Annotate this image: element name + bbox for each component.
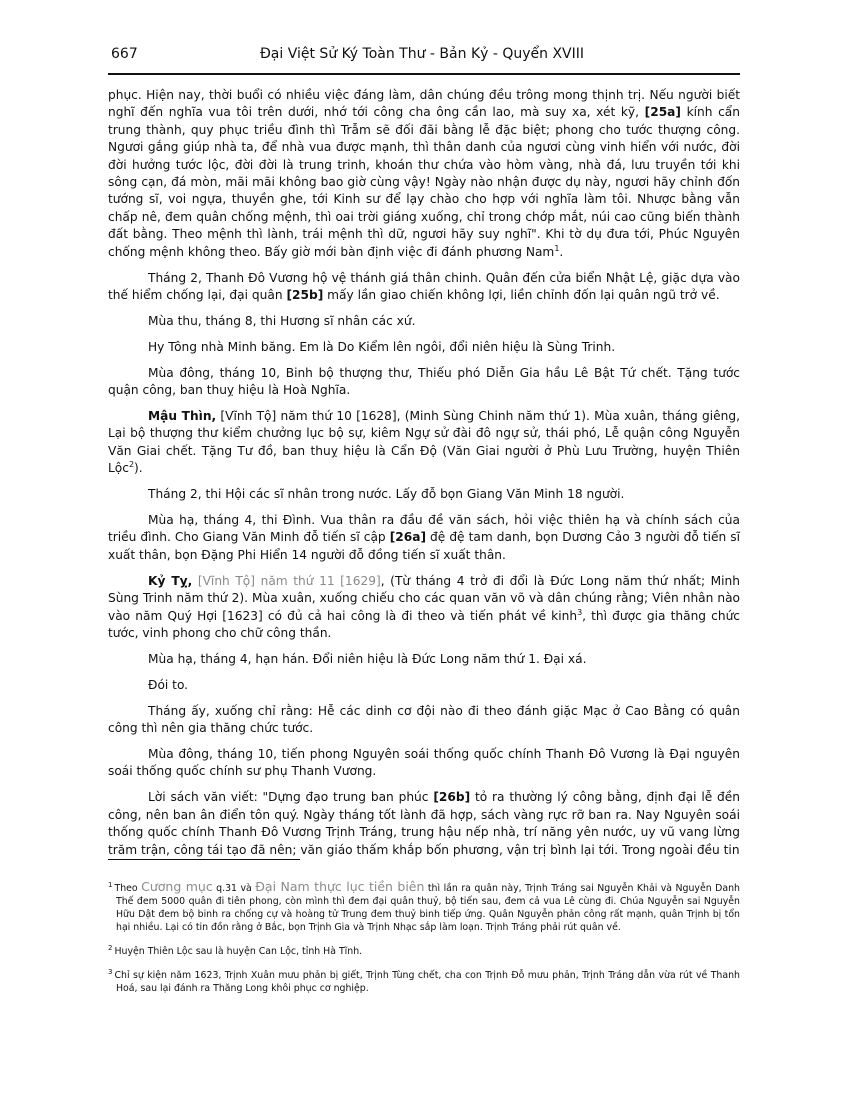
footnote-text: q.31 và: [212, 883, 256, 894]
paragraph: [108, 270, 740, 305]
footnotes: [108, 880, 740, 1006]
text-segment: [Vĩnh Tộ] năm thứ 10 [1628], (Minh Sùng Chinh năm thứ 1). Mùa xuân, tháng giêng, Lại bộ thượng thư kiểm chưởng lục bộ sự, kiêm Ngự sử đài đô ngự sử, thái phó, Lễ quận công Nguyễn Văn Giai chết. Tặng Tư đồ, ban thuỵ hiệu là Cẩn Độ (Văn Giai người ở Phù Lưu Trường, huyện Thiên Lộc: [108, 409, 740, 476]
text-segment: tỏ ra thường lý công bằng, định đại lễ đền công, nên ban ân điển tôn quý. Ngày tháng tốt lành đã hợp, sách vàng rực rỡ ban ra. Nay Nguyên soái thống quốc chính Thanh Đô Vương Trịnh Tráng, trung hậu nếp nhà, trí năng yên nước, uy vũ vang lừng trăm trận, công tái tạo đã nên; văn giáo thấm khắp bốn phương, vận trị bình lại tới. Trong ngoài đều tin: [108, 790, 740, 857]
paragraph: [108, 486, 740, 503]
paragraph: [108, 365, 740, 400]
footnote-text: Theo: [114, 883, 142, 894]
running-title: Đại Việt Sử Ký Toàn Thư - Bản Kỷ - Quyển XVIII: [259, 46, 585, 62]
text-segment: Đói to.: [148, 677, 189, 692]
bold-text: [26a]: [389, 530, 427, 545]
body-text: [108, 87, 740, 867]
footnote-reference: 1: [554, 243, 560, 253]
footnote-separator: [108, 859, 300, 860]
text-segment: đệ đệ tam danh, bọn Dương Cảo 3 người đỗ tiến sĩ xuất thân, bọn Đặng Phi Hiển 14 người đỗ đồng tiến sĩ xuất thân.: [108, 530, 740, 562]
source-title: Đại Nam thực lục tiền biên: [255, 879, 425, 894]
footnote-text: Chỉ sự kiện năm 1623, Trịnh Xuân mưu phản bị giết, Trịnh Tùng chết, cha con Trịnh Đỗ mưu phản, Trịnh Tráng dẫn vừa rút về Thanh Hoá, sau lại đánh ra Thăng Long khôi phục cơ nghiệp.: [114, 970, 740, 994]
text-segment: Tháng 2, Thanh Đô Vương hộ vệ thánh giá thân chinh. Quân đến cửa biển Nhật Lệ, giặc dựa vào thế hiểm chống lại, đại quân: [108, 270, 740, 302]
bold-text: [25b]: [286, 287, 324, 302]
bold-text: [25a]: [644, 105, 681, 120]
text-segment: Tháng ấy, xuống chỉ rằng: Hễ các dinh cơ đội nào đi theo đánh giặc Mạc ở Cao Bằng có quân công thì nên gia thăng chức tước.: [108, 703, 740, 736]
paragraph: [108, 746, 740, 781]
text-segment: Mùa hạ, tháng 4, thi Đình. Vua thân ra đầu đề văn sách, hỏi việc thiên hạ và chính sách của triều đình. Cho Giang Văn Minh đỗ tiến sĩ cập: [108, 513, 740, 545]
text-segment: Hy Tông nhà Minh băng. Em là Do Kiểm lên ngôi, đổi niên hiệu là Sùng Trinh.: [148, 339, 616, 354]
paragraph: [108, 789, 740, 859]
text-segment: Mùa đông, tháng 10, Binh bộ thượng thư, Thiếu phó Diễn Gia hầu Lê Bật Tứ chết. Tặng tước quận công, ban thuỵ hiệu là Hoà Nghĩa.: [108, 365, 740, 398]
paragraph: [108, 512, 740, 564]
footnote-text: Huyện Thiên Lộc sau là huyện Can Lộc, tỉnh Hà Tĩnh.: [114, 946, 363, 957]
footnote-text: thì lần ra quân này, Trịnh Tráng sai Nguyễn Khải và Nguyễn Danh Thế đem 5000 quân đi tiên phong, còn mình thì đem đại quân thuỷ, bộ tiến sau, đem cả vua Lê cùng đi. Chúa Nguyễn sai Nguyễn Hữu Dật đem bộ binh ra chống cự và hoàng tử Trung đem thuỷ binh tiếp ứng. Quân Nguyễn phản công rất mạnh, quân Trịnh bị tổn hại nhiều. Lại có tin đồn rằng ở Bắc, bọn Trịnh Gia và Trịnh Nhạc sắp làm loạn. Trịnh Tráng phải rút quân về.: [116, 883, 740, 933]
text-segment: phục. Hiện nay, thời buổi có nhiều việc đáng làm, dân chúng đều trông mong thịnh trị. Nếu người biết nghĩ đến nghĩa vua tôi trên dưới, nhớ tới công cha ông cần lao, mà suy xa, xét kỹ,: [108, 88, 740, 120]
footnote: [108, 945, 740, 958]
footnote-mark: 3: [108, 967, 113, 976]
text-segment: Tháng 2, thi Hội các sĩ nhân trong nước. Lấy đỗ bọn Giang Văn Minh 18 người.: [148, 487, 625, 502]
footnote-mark: 2: [108, 943, 113, 952]
text-segment: Mùa hạ, tháng 4, hạn hán. Đổi niên hiệu là Đức Long năm thứ 1. Đại xá.: [148, 651, 587, 666]
text-segment: kính cẩn trung thành, quy phục triều đình thì Trẫm sẽ đối đãi bằng lễ đặc biệt; phong cho tước thượng công. Ngươi gắng giúp nhà ta, để nhà vua được mạnh, thì thân danh của ngươi cùng vinh hiển với nước, đời đời hưởng tước lộc, đời đời là trung trinh, khoán thư chứa vào hòm vàng, nhà đá, lưu truyền tới khi sông cạn, đá mòn, mãi mãi không bao giờ cùng vậy! Ngày nào nhận được dụ này, ngươi hãy chỉnh đốn tướng sĩ, voi ngựa, thuyền ghe, tới Kinh sư để lạy chào cho hợp với nghĩa làm tôi. Nhược bằng vẫn chấp nê, đem quân chống mệnh, thì oai trời giáng xuống, chỉ trong chớp mắt, núi cao cũng biến thành đất bằng. Theo mệnh thì lành, trái mệnh thì dữ, ngươi hãy suy nghĩ". Khi tờ dụ đưa tới, Phúc Nguyên chống mệnh không theo. Bấy giờ mới bàn định việc đi đánh phương Nam: [108, 105, 740, 259]
paragraph: [108, 703, 740, 738]
bold-text: Mậu Thìn,: [148, 409, 217, 423]
paragraph: [108, 408, 740, 478]
text-segment: Lời sách văn viết: "Dựng đạo trung ban phúc: [148, 790, 434, 805]
text-segment: , (Từ tháng 4 trở đi đổi là Đức Long năm thứ nhất; Minh Sùng Trinh năm thứ 2). Mùa xuân, xuống chiếu cho các quan văn võ và dân chúng rằng; Viên nhân nào vào năm Quý Hợi [1623] có đủ cả hai công là đi theo và tiến phát về kinh: [108, 573, 740, 623]
paragraph: [108, 313, 740, 330]
paragraph: [108, 573, 740, 643]
paragraph: [108, 339, 740, 356]
text-segment: [Vĩnh Tộ] năm thứ 11 [1629]: [192, 573, 381, 588]
footnote: [108, 880, 740, 934]
footnote-reference: 3: [577, 607, 583, 617]
footnote: [108, 969, 740, 995]
text-segment: ).: [134, 461, 143, 476]
text-segment: Mùa thu, tháng 8, thi Hương sĩ nhân các xứ.: [148, 313, 416, 328]
bold-text: [26b]: [433, 790, 471, 805]
text-segment: , thì được gia thăng chức tước, vinh phong cho chữ công thần.: [108, 608, 740, 640]
text-segment: .: [559, 244, 564, 259]
paragraph: [108, 677, 740, 694]
page-number: 667: [111, 46, 138, 62]
header-rule: [108, 73, 740, 75]
paragraph: [108, 87, 740, 261]
text-segment: Mùa đông, tháng 10, tiến phong Nguyên soái thống quốc chính Thanh Đô Vương là Đại nguyên soái thống quốc chính sư phụ Thanh Vương.: [108, 747, 740, 779]
paragraph: [108, 651, 740, 668]
text-segment: mấy lần giao chiến không lợi, liền chỉnh đốn lại quân ngũ trở về.: [323, 287, 720, 302]
footnote-reference: 2: [128, 460, 135, 470]
footnote-mark: 1: [108, 880, 113, 889]
page-header: [108, 46, 736, 68]
source-title: Cương mục: [141, 879, 213, 894]
bold-text: Kỷ Tỵ,: [148, 573, 193, 588]
